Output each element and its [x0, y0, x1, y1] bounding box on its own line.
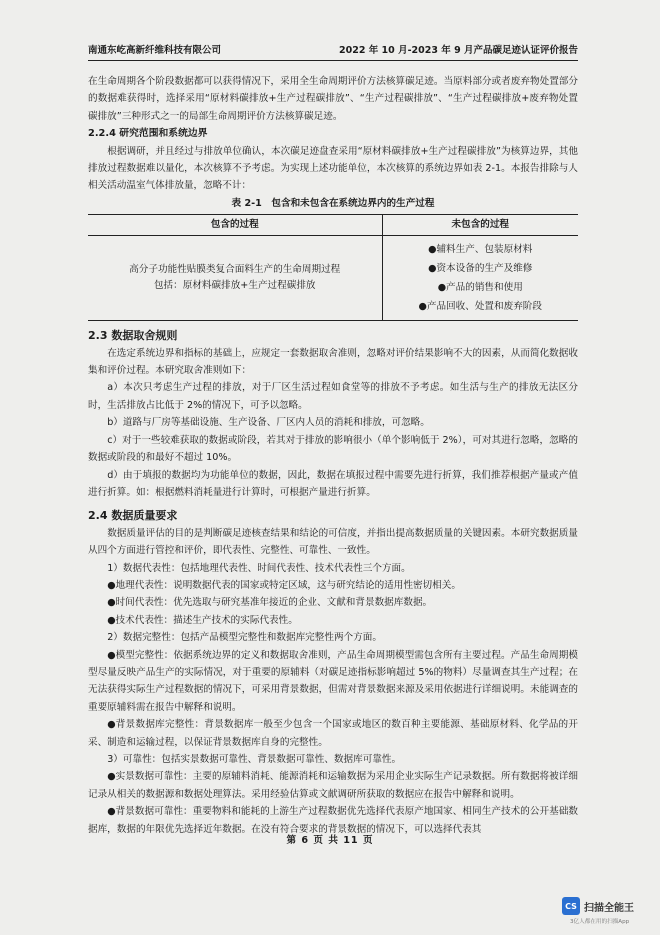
section-2-4-paragraph: 数据质量评估的目的是判断碳足迹核查结果和结论的可信度，并指出提高数据质量的关键因素。本研究数据质量从四个方面进行管控和评价，即代表性、完整性、可靠性、一致性。: [88, 527, 578, 557]
intro-paragraph: 在生命周期各个阶段数据都可以获得情况下，采用全生命周期评价方法核算碳足迹。当原料部分或者废弃物处置部分的数据难获得时，选择采用“原材料碳排放+生产过程碳排放”、“生产过程碳排放”、“生产过程碳排放+废弃物处置碳排放”三种形式之一的局部生命周期评价方法核算碳足迹。: [88, 76, 578, 122]
excluded-item: ●产品的销售和使用: [437, 282, 523, 294]
included-line-2: 包括：原材料碳排放+生产过程碳排放: [153, 280, 316, 292]
boundary-table: [88, 214, 578, 321]
quality-background-data: ●背景数据可靠性：重要物料和能耗的上游生产过程数据优先选择代表原产地国家、相同生产技术的公开基础数据库，数据的年限优先选择近年数据。在没有符合要求的背景数据的情况下，可以选择代表其: [88, 806, 578, 835]
page-number: 第 6 页 共 11 页: [286, 835, 374, 846]
quality-time: ●时间代表性：优先选取与研究基准年接近的企业、文献和背景数据库数据。: [107, 597, 433, 609]
section-2-2-4-heading: 2.2.4 研究范围和系统边界: [88, 128, 208, 140]
excluded-item: ●产品回收、处置和废弃阶段: [418, 301, 542, 313]
section-2-2-4-paragraph: 根据调研，并且经过与排放单位确认，本次碳足迹盘查采用“原材料碳排放+生产过程碳排放”为核算边界，其他排放过程数据难以量化，本次核算不予考虑。为实现上述功能单位，本次核算的系统边界如表 2-1。本报告排除与人相关活动温室气体排放量，忽略不计：: [88, 145, 578, 192]
page-header: [88, 42, 578, 61]
table-caption: 表 2-1 包含和未包含在系统边界内的生产过程: [231, 197, 435, 209]
table-header-included: 包含的过程: [88, 215, 382, 236]
scanner-watermark: [562, 897, 634, 915]
quality-model-completeness: ●模型完整性：依据系统边界的定义和数据取舍准则，产品生命周期模型需包含所有主要过程。产品生命周期模型尽量反映产品生产的实际情况，对于重要的原辅料（对碳足迹指标影响超过 5%的物料）尽量调查其生产过程；在无法获得实际生产过程数据的情况下，可采用背景数据，但需对背景数据来源及采用依据进行详细说明。未能调查的重要原辅料需在报告中解释和说明。: [88, 649, 578, 713]
rule-a: a）本次只考虑生产过程的排放，对于厂区生活过程如食堂等的排放不予考虑。如生活与生产的排放无法区分时，生活排放占比低于 2%的情况下，可予以忽略。: [88, 382, 578, 411]
table-cell-excluded: [382, 236, 578, 321]
header-report-title: 2022 年 10 月-2023 年 9 月产品碳足迹认证评价报告: [339, 45, 578, 56]
quality-completeness: 2）数据完整性：包括产品模型完整性和数据库完整性两个方面。: [107, 632, 382, 644]
rule-b: b）道路与厂房等基础设施、生产设备、厂区内人员的消耗和排放，可忽略。: [107, 417, 430, 429]
quality-reliability: 3）可靠性：包括实景数据可靠性、背景数据可靠性、数据库可靠性。: [107, 754, 402, 765]
quality-geo: ●地理代表性：说明数据代表的国家或特定区域，这与研究结论的适用性密切相关。: [107, 579, 461, 591]
header-company: 南通东屹高新纤维科技有限公司: [88, 45, 222, 56]
watermark-name: 扫描全能王: [584, 902, 634, 914]
quality-representativeness: 1）数据代表性：包括地理代表性、时间代表性、技术代表性三个方面。: [107, 562, 411, 574]
quality-db-completeness: ●背景数据库完整性：背景数据库一般至少包含一个国家或地区的数百种主要能源、基础原材料、化学品的开采、制造和运输过程，以保证背景数据库自身的完整性。: [88, 719, 578, 748]
excluded-item: ●资本设备的生产及维修: [428, 263, 533, 275]
table-header-excluded: 未包含的过程: [382, 215, 578, 236]
rule-c: c）对于一些较难获取的数据或阶段，若其对于排放的影响很小（单个影响低于 2%），可对其进行忽略，忽略的数据或阶段的和最好不超过 10%。: [88, 434, 578, 464]
watermark-subtitle: 3亿人都在用的扫描App: [570, 919, 630, 925]
table-cell-included: [88, 236, 382, 321]
section-2-4-heading: 2.4 数据质量要求: [88, 509, 178, 523]
included-line-1: 高分子功能性贴膜类复合面料生产的生命周期过程: [129, 264, 341, 276]
quality-tech: ●技术代表性：描述生产技术的实际代表性。: [107, 614, 298, 626]
rule-d: d）由于填报的数据均为功能单位的数据，因此，数据在填报过程中需要先进行折算，我们推荐根据产量或产值进行折算。如：根据燃料消耗量进行计算时，可根据产量进行折算。: [88, 469, 578, 498]
section-2-3-paragraph: 在选定系统边界和指标的基础上，应规定一套数据取舍准则，忽略对评价结果影响不大的因素，从而简化数据收集和评价过程。本研究取舍准则如下：: [88, 347, 578, 377]
section-2-3-heading: 2.3 数据取舍规则: [88, 329, 178, 343]
camscanner-logo-icon: CS: [562, 897, 580, 915]
quality-real-data: ●实景数据可靠性：主要的原辅料消耗、能源消耗和运输数据为采用企业实际生产记录数据。所有数据将被详细记录从相关的数据源和数据处理算法。采用经验估算或文献调研所获取的数据应在报告中解释和说明。: [88, 771, 578, 800]
main-content: [88, 73, 578, 838]
excluded-item: ●辅料生产、包装原材料: [428, 244, 533, 256]
